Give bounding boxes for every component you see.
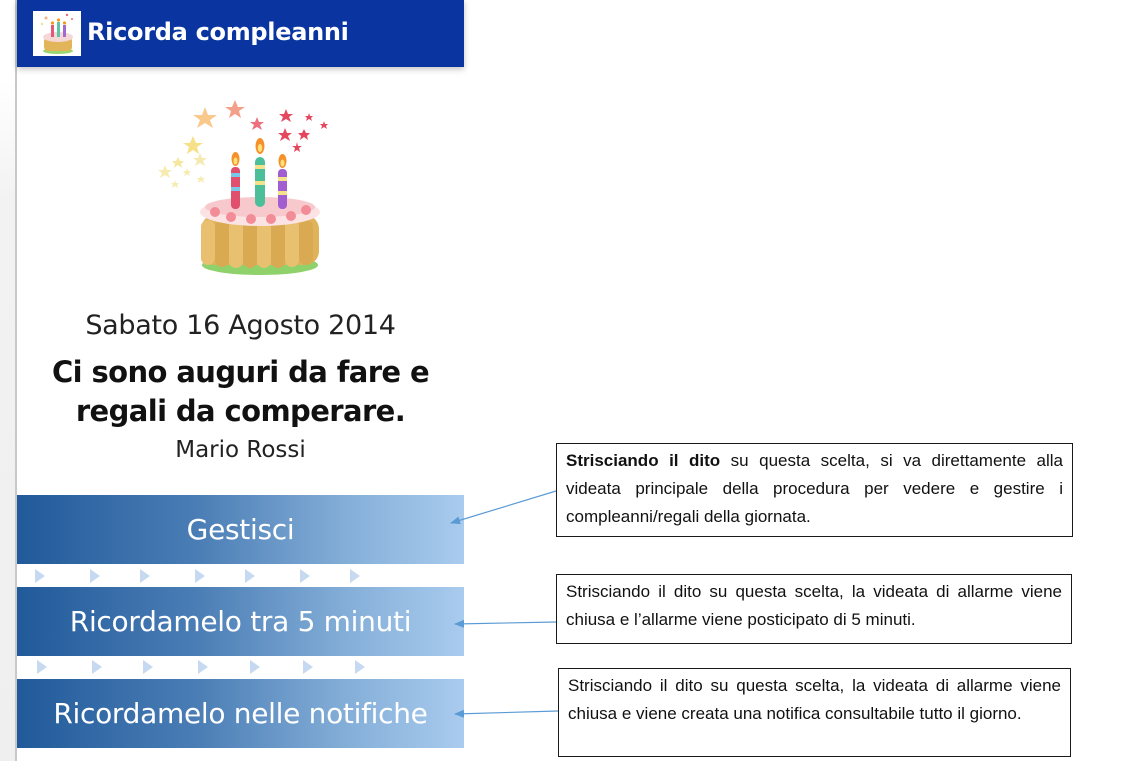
alarm-message-line2: regali da comperare. (75, 394, 406, 428)
alarm-message-line1: Ci sono auguri da fare e (51, 355, 430, 389)
arrow-icon (455, 622, 556, 624)
person-name: Mario Rossi (175, 437, 306, 463)
app-title: Ricorda compleanni (87, 18, 349, 46)
arrow-icon (455, 711, 558, 714)
callout-text: Strisciando il dito su questa scelta, la videata di allarme viene chiusa e l’allarme viene posticipato di 5 minuti. (566, 582, 1062, 629)
swipe-notify-button[interactable]: Ricordamelo nelle notifiche (17, 679, 464, 748)
callout-bold-text: Strisciando il dito (566, 451, 721, 470)
alarm-date: Sabato 16 Agosto 2014 (85, 310, 396, 341)
swipe-snooze-button[interactable]: Ricordamelo tra 5 minuti (17, 587, 464, 656)
callout-text: Strisciando il dito su questa scelta, la videata di allarme viene chiusa e viene creata una notifica consultabile tutto il giorno. (568, 676, 1061, 723)
swipe-gestisci-button[interactable]: Gestisci (17, 495, 464, 564)
callout-text: su questa scelta, si va direttamente alla videata principale della procedura per vedere e gestire i compleanni/regali della giornata. (566, 451, 1064, 526)
arrow-icon (451, 491, 556, 523)
